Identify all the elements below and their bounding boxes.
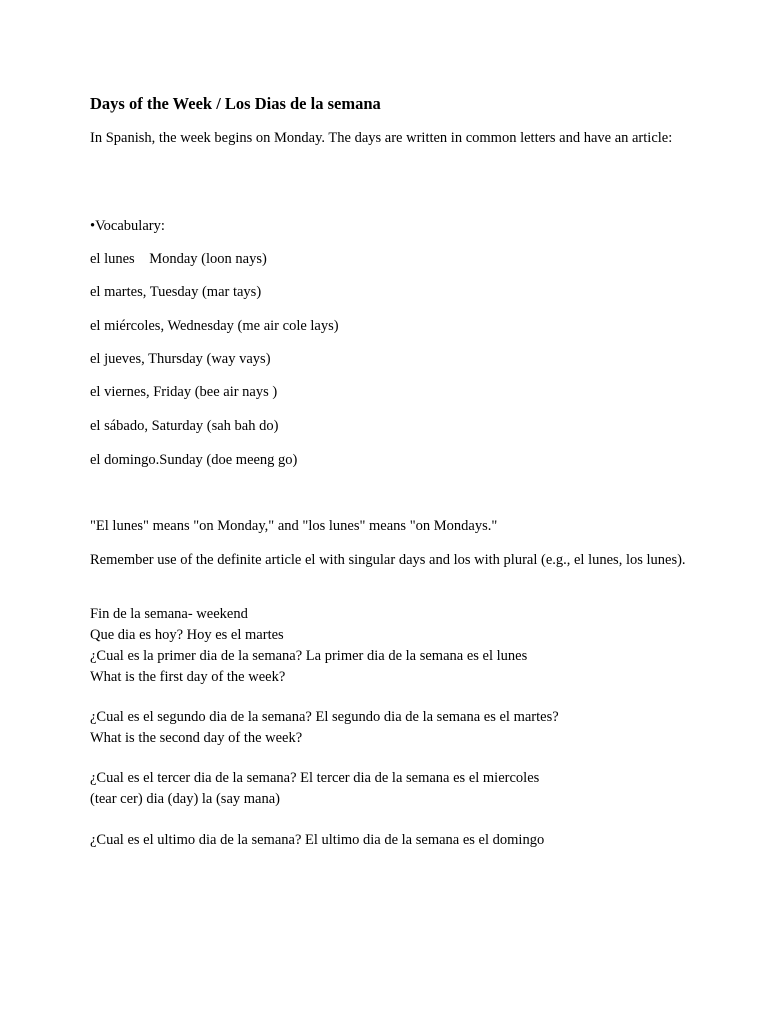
vocab-item: el viernes, Friday (bee air nays ) [90, 384, 278, 400]
phrase-line: Fin de la semana- weekend [90, 606, 248, 622]
question-3-block [90, 768, 690, 810]
document-title-block [90, 92, 690, 116]
vocab-item: el miércoles, Wednesday (me air cole lays) [90, 318, 339, 334]
vocab-item: el lunes Monday (loon nays) [90, 251, 267, 267]
question-line: ¿Cual es el ultimo dia de la semana? El ultimo dia de la semana es el domingo [90, 832, 545, 848]
vocab-item-block-1 [90, 282, 690, 303]
note-paragraph: Remember use of the definite article el with singular days and los with plural (e.g., el lunes, los lunes). [90, 552, 686, 568]
note-2-block [90, 550, 690, 571]
phrase-line: What is the first day of the week? [90, 669, 286, 685]
question-2-block [90, 707, 690, 749]
vocab-item-block-0 [90, 249, 690, 270]
vocab-item-block-6 [90, 450, 690, 471]
document-title: Days of the Week / Los Dias de la semana [90, 94, 381, 113]
vocab-heading: •Vocabulary: [90, 218, 165, 234]
phrase-line: ¿Cual es la primer dia de la semana? La primer dia de la semana es el lunes [90, 648, 528, 664]
vocab-item-block-5 [90, 416, 690, 437]
note-paragraph: "El lunes" means "on Monday," and "los lunes" means "on Mondays." [90, 518, 498, 534]
vocab-heading-block [90, 216, 690, 237]
question-4-block [90, 830, 690, 851]
vocab-item: el domingo.Sunday (doe meeng go) [90, 452, 298, 468]
vocab-item: el sábado, Saturday (sah bah do) [90, 418, 279, 434]
phrases-block [90, 604, 690, 688]
translation-line: What is the second day of the week? [90, 730, 303, 746]
question-line: ¿Cual es el segundo dia de la semana? El segundo dia de la semana es el martes? [90, 709, 559, 725]
pronunciation-line: (tear cer) dia (day) la (say mana) [90, 791, 280, 807]
vocab-item-block-3 [90, 349, 690, 370]
vocab-item: el jueves, Thursday (way vays) [90, 351, 271, 367]
vocab-item: el martes, Tuesday (mar tays) [90, 284, 262, 300]
question-line: ¿Cual es el tercer dia de la semana? El tercer dia de la semana es el miercoles [90, 770, 540, 786]
intro-paragraph-block [90, 128, 690, 149]
vocab-item-block-4 [90, 382, 690, 403]
phrase-line: Que dia es hoy? Hoy es el martes [90, 627, 284, 643]
vocab-item-block-2 [90, 316, 690, 337]
intro-paragraph: In Spanish, the week begins on Monday. The days are written in common letters and have an article: [90, 130, 673, 146]
note-1-block [90, 516, 690, 537]
